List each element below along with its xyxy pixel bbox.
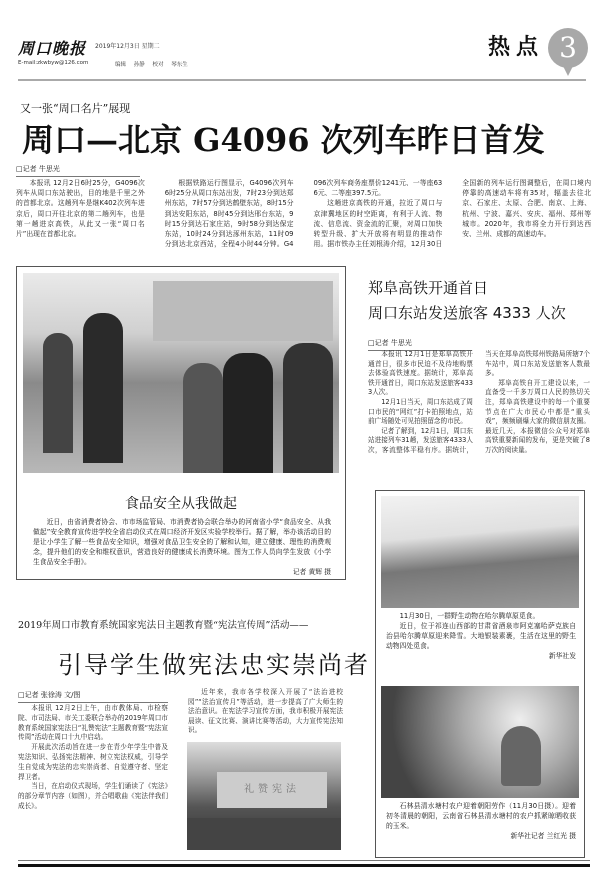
lead-body — [16, 178, 591, 249]
page-number-badge: 3 — [548, 28, 588, 68]
issue-date: 2019年12月3日 星期二 — [95, 43, 160, 50]
paragraph: 根据铁路运行图显示，G4096次列车6时25分从周口东站出发，7时23分到达郑州东站，7时57分到达鹤壁东站，8时15分到达安阳东站，8时45分到达邢台东站，9时15分到达石家庄站，9时58分到达保定东站，10时24分到达涿州东站，11时09分到达北京西站，全程4小时44分钟。G4096次列车商务座票价1241元、一等座636元、二等座397.5元。 — [164, 179, 443, 249]
stage-banner: 礼赞宪法 — [217, 772, 327, 808]
bottom-rule-bold — [18, 864, 590, 867]
food-safety-photo — [23, 273, 339, 473]
caption-lead: 11月30日，一群野生动物在哈尔腾草原觅食。 — [399, 612, 540, 620]
paragraph: 本报讯 12月1日是郑阜高铁开通首日，很多市民迫不及待地购票去体验高铁速度。据统计，郑阜高铁开通首日，周口东站发送旅客4333人次。 — [368, 350, 473, 397]
law-byline: □记者 张徐涛 文/图 — [18, 690, 168, 703]
proofreader: 校对 琴东生 — [152, 62, 188, 68]
paragraph: 12月1日当天，周口东站成了周口市民的“网红”打卡拍照地点，站前广场随处可见拍照留念的市民。 — [368, 397, 473, 426]
rail-byline: □记者 牛思光 — [368, 338, 472, 351]
editor: 编辑 孙静 — [115, 62, 145, 68]
email: E-mail:zkwbyw@126.com — [18, 60, 89, 66]
law-body-col2 — [188, 688, 343, 736]
lead-kicker: 又一张“周口名片”展现 — [20, 102, 131, 115]
newspaper-logo: 周口晚报 — [18, 39, 87, 58]
rail-headline-2: 周口东站发送旅客 4333 人次 — [368, 304, 566, 322]
paragraph: 近年来，我市各学校深入开展了“法治进校园”“法治宣传月”等活动，进一步提高了广大师生的法治意识。在宪法学习宣传方面，我市积极开展宪法晨读、征文比赛、演讲比赛等活动，大力宣传宪法知识。 — [188, 688, 343, 735]
header-rule — [18, 79, 586, 81]
rail-body — [368, 350, 590, 456]
food-safety-title: 食品安全从我做起 — [125, 496, 237, 512]
rail-headline-1: 郑阜高铁开通首日 — [368, 279, 489, 297]
corn-harvest-photo — [381, 686, 579, 798]
paragraph: 这趟进京高铁的开通，拉近了周口与京津冀地区的时空距离，有利于人流、物流、信息流、资金流的汇聚，对周口加快转型升级、扩大开放将有明显的推动作用。据市铁办主任刘根涛介绍，12月30日全国新的列车运行图调整后，在周口境内停靠的高速动车将有35对，辐盖去往北京、石家庄、太原、合肥、南京、上海、杭州、宁波、嘉兴、安庆、福州、郑州等城市。2020年，我市将全力开行到达西安、兰州、成都的高速动车。 — [313, 179, 591, 249]
wildlife-caption — [386, 611, 576, 661]
right-photo-box — [375, 490, 585, 858]
constitution-ceremony-photo — [187, 742, 341, 850]
paragraph: 本报讯 12月2日上午，由市教体局、市检察院、市司法局、市关工委联合举办的2019年周口市教育系统国家宪法日“礼赞宪法”主题教育暨“宪法宣传周”活动在周口十九中启动。 — [18, 704, 168, 742]
caption-text: 近日，由省消费者协会、市市场监管局、市消费者协会联合举办的河南省小学“食品安全、从我做起”安全教育宣传进学校全省启动仪式在周口经济开发区实验学校举行。据了解，举办该活动目的是让小学生了解一些食品安全知识，增强对食品卫生安全的了解和认知，建立健康、理性的消费观念，提升他们的安全和维权意识，营造良好的健康成长消费环境。图为工作人员向学生发放《小学生食品安全手册》。 — [33, 518, 331, 566]
corn-caption — [386, 801, 576, 841]
caption-text: 石林县清水塘村农户迎着朝阳劳作（11月30日摄）。迎着初冬清晨的朝阳，云南省石林县清水塘村的农户抓紧晾晒收获的玉米。 — [386, 802, 576, 830]
lead-byline: □记者 牛思光 — [16, 164, 140, 177]
photo-credit: 新华社发 — [548, 652, 576, 660]
paragraph: 本报讯 12月2日6时25分，G4096次列车从周口东站驶出，目的地是千里之外的首都北京。这趟列车是继K402次列车进京后，周口开往北京的第二趟列车，也是第一趟进京高铁，从此又一张“周口名片”出现在首都北京。 — [16, 179, 145, 239]
paragraph: 开展此次活动旨在进一步在青少年学生中普及宪法知识、弘扬宪法精神、树立宪法权威，引导学生自觉成为宪法的忠实崇尚者、自觉遵守者、坚定捍卫者。 — [18, 743, 168, 781]
law-body-col1 — [18, 704, 168, 812]
bottom-rule-thin — [18, 860, 590, 861]
photo-credit: 记者 黄辉 摄 — [292, 568, 331, 576]
law-kicker: 2019年周口市教育系统国家宪法日主题教育暨“宪法宣传周”活动—— — [18, 620, 309, 631]
lead-headline: 周口—北京 G4096 次列车昨日首发 — [22, 121, 545, 159]
section-title: 热点 — [488, 34, 545, 60]
food-safety-photo-box — [16, 266, 346, 580]
food-safety-caption — [33, 517, 331, 577]
paragraph: 记者了解到，12月1日，周口东站进接列车31趟，发送旅客4333人次，客流整体平稳有序。据统计，当天在郑阜高铁郑州铁路局所辖7个车站中，周口东站发送旅客人数最多。 — [368, 350, 590, 454]
law-headline: 引导学生做宪法忠实崇尚者 — [58, 651, 370, 679]
paragraph: 郑阜高铁自开工建设以来，一直备受一千多万周口人民的热切关注，郑阜高铁建设中的每一个重要节点在广大市民心中都是“重头戏”，频频刷爆大家的微信朋友圈。最近几天，本报微信公众号对郑阜高铁重要新闻的发布，更是突破了8万次的阅读量。 — [485, 378, 590, 454]
wildlife-photo — [381, 496, 579, 608]
paragraph: 当日，在启动仪式现场，学生们诵读了《宪法》的部分章节内容（如图），并合唱歌曲《宪法伴我们成长》。 — [18, 782, 168, 810]
caption-text: 近日，位于祁连山西部的甘肃省酒泉市阿克塞哈萨克族自治县哈尔腾草原迎来降雪。大地银装素裹，生活在这里的野生动物四处觅食。 — [386, 622, 576, 650]
editors — [115, 60, 188, 68]
photo-credit: 新华社记者 兰红光 摄 — [510, 832, 576, 840]
